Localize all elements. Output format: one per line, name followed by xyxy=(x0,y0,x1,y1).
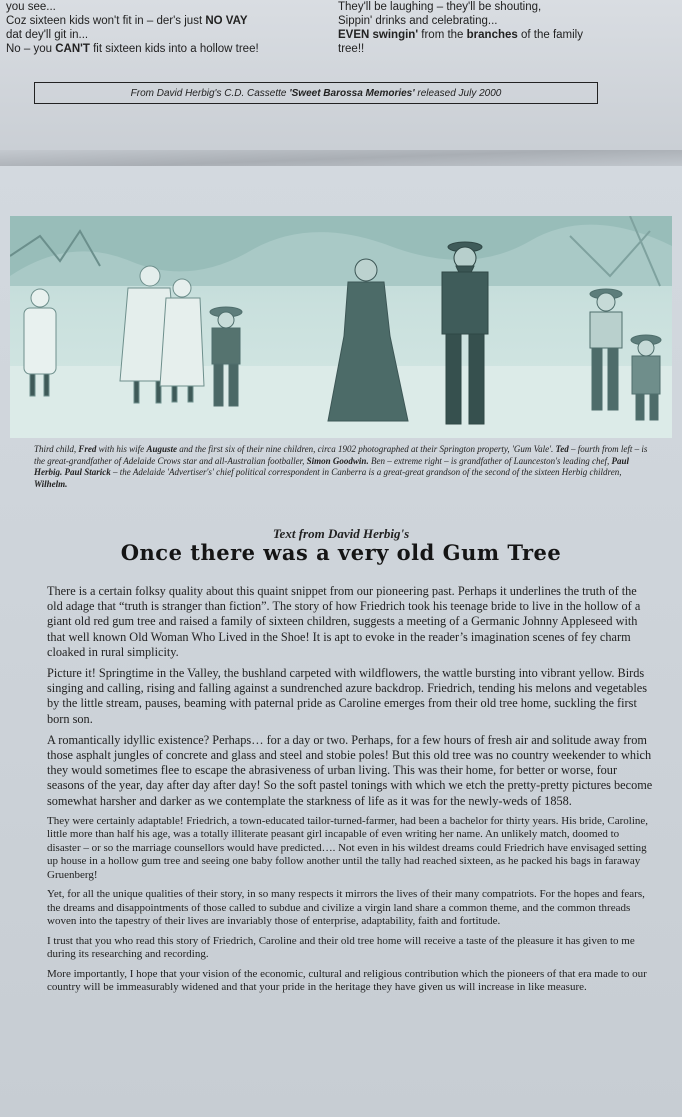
photo-caption: Third child, Fred with his wife Auguste and the first six of their nine children, circa 1902 photographed at their Springton property, 'Gum Vale'. Ted – fourth from left – is the great-grandfather of Adelaide Crows star and all-Australian footballer, Simon Goodwin. Ben – extreme right – is grandfather of Launceston's leading chef, Paul Herbig. Paul Starick – the Adelaide 'Advertiser's' chief political correspondent in Canberra is a great-great grandson of the second of the sixteen Herbig children, Wilhelm. xyxy=(34,444,648,489)
paragraph: They were certainly adaptable! Friedrich, a town-educated tailor-turned-farmer, had been a bachelor for thirty years. His bride, Caroline, little more than half his age, was a totally illiterate peasant girl incapable of even writing her name. An unlikely match, doomed to disaster – or so the marriage counsellors would have predicted…. Not even in his wildest dreams could Friedrich have envisaged setting up house in a hollow gum tree and seeing one baby follow another until the tally had reached sixteen, as he packed his bags in faraway Gruenberg! xyxy=(47,814,649,881)
previous-page xyxy=(0,0,682,160)
lyric-line: you see... xyxy=(6,1,56,13)
song-lyrics-right xyxy=(338,0,668,56)
lyric-line: EVEN swingin' from the branches of the family xyxy=(338,29,583,41)
paragraph: More importantly, I hope that your vision of the economic, cultural and religious contribution which the pioneers of that era made to our country will be immeasurably widened and that your pride in the heritage they have given us will increase in like measure. xyxy=(47,967,647,994)
lyric-line: They'll be laughing – they'll be shouting, xyxy=(338,1,542,13)
article-body xyxy=(47,584,653,1001)
article-title: Once there was a very old Gum Tree xyxy=(120,540,562,565)
lyric-line: tree!! xyxy=(338,43,365,55)
paragraph: There is a certain folksy quality about this quaint snippet from our pioneering past. Perhaps it underlines the truth of the old adage that “truth is stranger than fiction”. The story of how Friedrich took his teenage bride to live in the hollow of a giant old red gum tree and raised a family of sixteen children, suggests a meeting of a Germanic Johnny Appleseed with that well known Old Woman Who Lived in the Shoe! It is apt to evoke in the reader’s imagination scenes of fey charm cloaked in rural simplicity. xyxy=(47,584,641,659)
paragraph: A romantically idyllic existence? Perhaps… for a day or two. Perhaps, for a few hours of fresh air and solitude away from those asphalt jungles of concrete and glass and steel and stobie poles! But this old tree was no country weekender to which they would sometimes flee to escape the abrasiveness of urban living. This was their home, for better or worse, four seasons of the year, day after day after day! So the soft pastel tonings with which we etch the pretty-pretty pictures become somewhat harsher and darker as we contemplate the starkness of life as it was for the newly-weds of 1858. xyxy=(47,732,653,808)
paragraph: I trust that you who read this story of Friedrich, Caroline and their old tree home will receive a taste of the pleasure it has given to me during its researching and recording. xyxy=(47,934,635,961)
paragraph: Picture it! Springtime in the Valley, the bushland carpeted with wildflowers, the wattle bursting into vibrant yellow. Birds singing and calling, rising and falling against a sundrenched azure backdrop. Friedrich, tending his melons and vegetables by the little stream, pauses, beaming with paternal pride as Caroline emerges from their old tree home, suckling the first born son. xyxy=(47,666,647,726)
text-from-label: Text from David Herbig's xyxy=(272,526,410,541)
family-photograph xyxy=(10,216,672,438)
lyric-line: Coz sixteen kids won't fit in – der's just NO VAY xyxy=(6,15,248,27)
song-lyrics-left xyxy=(6,0,326,56)
lyric-line: Sippin' drinks and celebrating... xyxy=(338,15,498,27)
paragraph: Yet, for all the unique qualities of their story, in so many respects it mirrors the lives of their many compatriots. For the hopes and fears, the dreams and disappointments of those called to subdue and civilize a virgin land share a common theme, and the common threads woven into the tapestry of their lives are invariably those of enterprise, adaptability, faith and fortitude. xyxy=(47,888,645,928)
lyric-line: No – you CAN'T fit sixteen kids into a hollow tree! xyxy=(6,43,259,55)
lyric-line: dat dey'll git in... xyxy=(6,29,89,41)
cassette-attribution-box: From David Herbig's C.D. Cassette 'Sweet Barossa Memories' released July 2000 xyxy=(34,82,598,104)
